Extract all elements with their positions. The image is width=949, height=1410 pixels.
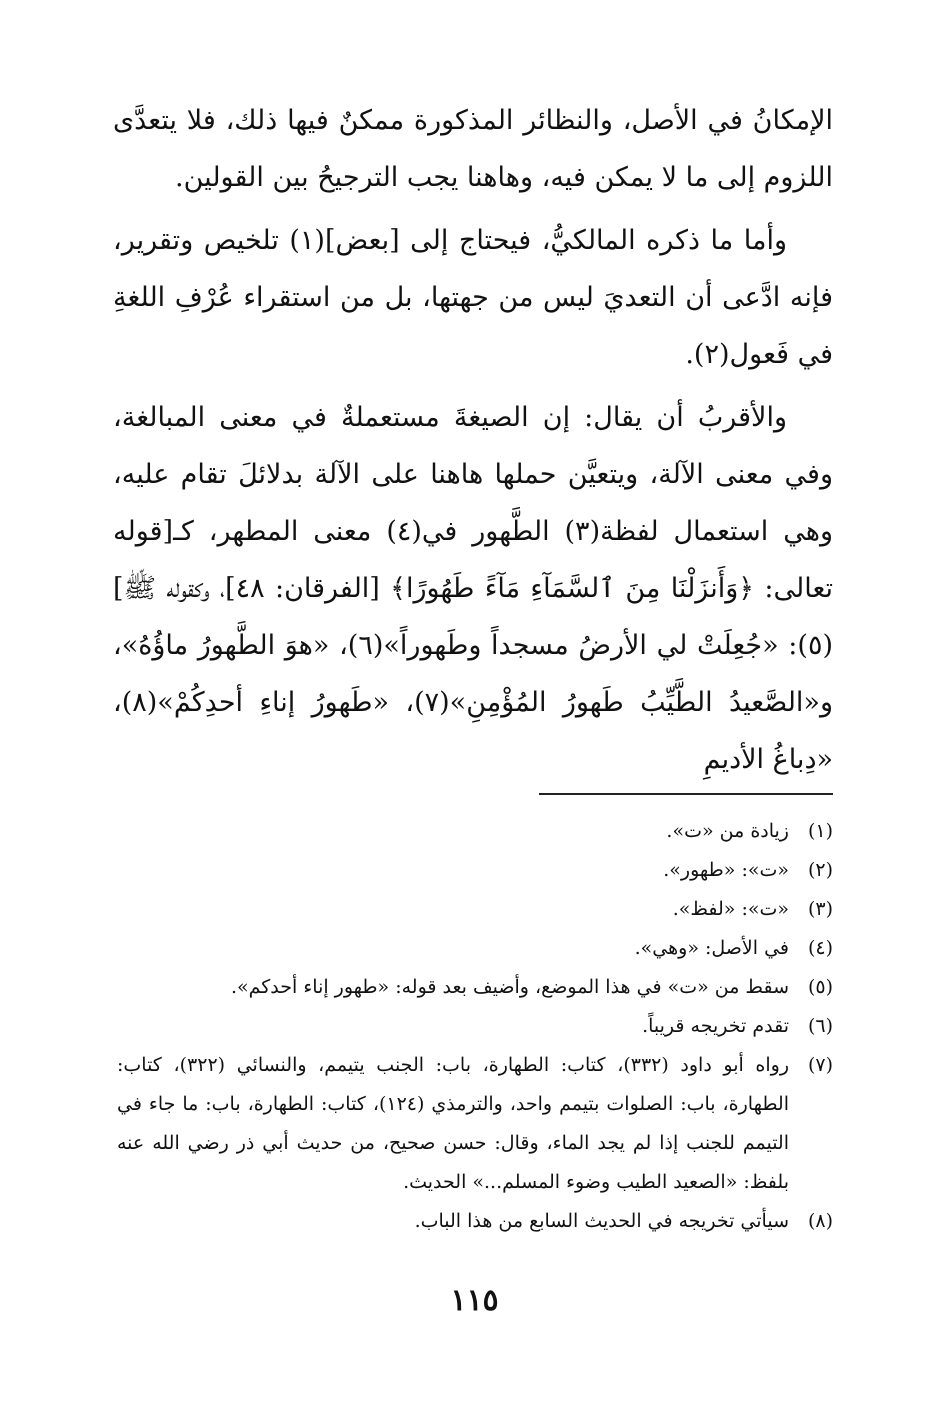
footnote-8	[117, 1202, 833, 1241]
footnote-number: (٧)	[807, 1054, 833, 1076]
footnote-text: تقدم تخريجه قريباً.	[642, 1015, 789, 1037]
footnote-number: (٢)	[807, 859, 833, 881]
footnote-6	[117, 1007, 833, 1046]
main-text	[113, 92, 833, 794]
footnote-number: (١)	[807, 820, 833, 842]
footnote-5	[117, 968, 833, 1007]
footnote-3	[117, 890, 833, 929]
footnote-number: (٣)	[807, 898, 833, 920]
footnote-text: «ت»: «لفظ».	[672, 898, 789, 920]
footnote-separator	[539, 793, 833, 795]
footnote-1	[117, 812, 833, 851]
page-number: ١١٥	[450, 1283, 499, 1318]
footnote-2	[117, 851, 833, 890]
footnote-text: زيادة من «ت».	[666, 820, 789, 842]
paragraph-1: الإمكانُ في الأصل، والنظائر المذكورة ممكنٌ فيها ذلك، فلا يتعدَّى اللزوم إلى ما لا يمكن فيه، وهاهنا يجب الترجيحُ بين القولين.	[113, 105, 833, 193]
footnote-number: (٦)	[807, 1015, 833, 1037]
footnote-7	[117, 1046, 833, 1202]
footnote-number: (٨)	[807, 1210, 833, 1232]
footnote-text: سيأتي تخريجه في الحديث السابع من هذا الباب.	[414, 1210, 789, 1232]
footnote-text: رواه أبو داود (٣٣٢)، كتاب: الطهارة، باب: الجنب يتيمم، والنسائي (٣٢٢)، كتاب: الطهارة، باب: الصلوات بتيمم واحد، والترمذي (١٢٤)، كتاب: الطهارة، باب: ما جاء في التيمم للجنب إذا لم يجد الماء، وقال: حسن صحيح، من حديث أبي ذر رضي الله عنه بلفظ: «الصعيد الطيب وضوء المسلم...» الحديث.	[117, 1054, 789, 1193]
footnote-text: في الأصل: «وهي».	[634, 937, 789, 959]
paragraph-3: والأقربُ أن يقال: إن الصيغةَ مستعملةٌ في معنى المبالغة، وفي معنى الآلة، ويتعيَّن حملها هاهنا على الآلة بدلائلَ تقام عليه، وهي استعمال لفظة(٣) الطَّهور في(٤) معنى المطهر، كـ[قوله تعالى: ﴿وَأَنزَلْنَا مِنَ ٱلسَّمَآءِ مَآءً طَهُورًا﴾ [الفرقان: ٤٨]، وكقوله ﷺ](٥): «جُعِلَتْ لي الأرضُ مسجداً وطَهوراً»(٦)، «هوَ الطَّهورُ ماؤُهُ»، و«الصَّعيدُ الطَّيِّبُ طَهورُ المُؤْمِنِ»(٧)، «طَهورُ إناءِ أحدِكُمْ»(٨)، «دِباغُ الأديمِ	[113, 402, 833, 775]
footnote-number: (٥)	[807, 976, 833, 998]
footnote-text: «ت»: «طهور».	[663, 859, 789, 881]
footnote-4	[117, 929, 833, 968]
footnotes	[117, 812, 833, 1241]
footnote-text: سقط من «ت» في هذا الموضع، وأضيف بعد قوله: «طهور إناء أحدكم».	[230, 976, 789, 998]
paragraph-2: وأما ما ذكره المالكيُّ، فيحتاج إلى [بعض](١) تلخيص وتقرير، فإنه ادَّعى أن التعديَ ليس من جهتها، بل من استقراء عُرْفِ اللغةِ في فَعول(٢).	[113, 225, 833, 370]
footnote-number: (٤)	[807, 937, 833, 959]
